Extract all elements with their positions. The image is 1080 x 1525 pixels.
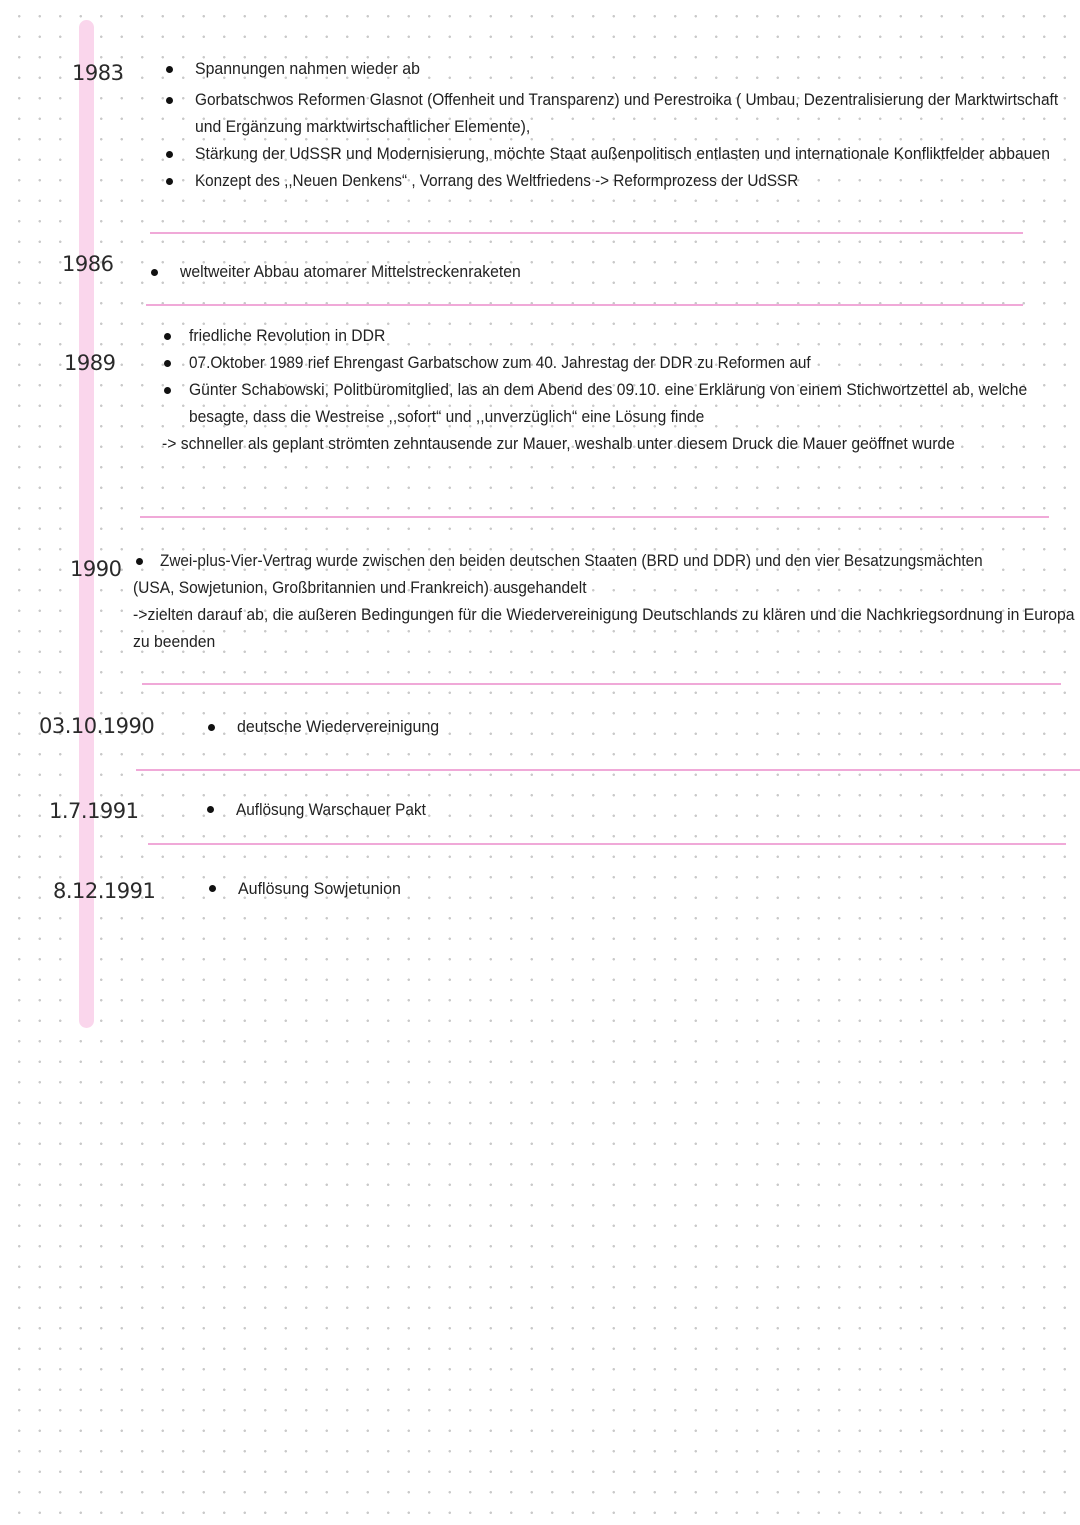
bullet bbox=[166, 97, 173, 104]
entry-text: und Ergänzung marktwirtschaftlicher Elemente), bbox=[195, 118, 531, 136]
year-1989: 1989 bbox=[64, 351, 116, 375]
divider-line bbox=[136, 769, 1080, 771]
entry-text: weltweiter Abbau atomarer Mittelstreckenraketen bbox=[180, 263, 521, 281]
entry-text: friedliche Revolution in DDR bbox=[189, 327, 386, 345]
entry-text: (USA, Sowjetunion, Großbritannien und Frankreich) ausgehandelt bbox=[133, 579, 587, 597]
bullet bbox=[166, 178, 173, 185]
bullet bbox=[151, 269, 158, 276]
year-1983: 1983 bbox=[72, 61, 124, 85]
divider-line bbox=[146, 304, 1023, 306]
entry-text: Gorbatschwos Reformen Glasnot (Offenheit und Transparenz) und Perestroika ( Umbau, Dezentralisierung der Marktwirtschaft bbox=[195, 91, 1059, 109]
entry-text: Spannungen nahmen wieder ab bbox=[195, 60, 420, 78]
bullet bbox=[164, 360, 171, 367]
bullet bbox=[136, 558, 143, 565]
bullet bbox=[164, 333, 171, 340]
bullet bbox=[209, 885, 216, 892]
divider-line bbox=[148, 843, 1066, 845]
entry-text: Stärkung der UdSSR und Modernisierung, möchte Staat außenpolitisch entlasten und internationale Konfliktfelder abbauen bbox=[195, 145, 1050, 163]
year-03-10-1990: 03.10.1990 bbox=[39, 714, 155, 738]
entry-text: ->zielten darauf ab, die außeren Bedingungen für die Wiedervereinigung Deutschlands zu klären und die Nachkriegsordnung in Europa bbox=[133, 606, 1075, 624]
entry-text: Konzept des ,,Neuen Denkens“ , Vorrang des Weltfriedens -> Reformprozess der UdSSR bbox=[195, 172, 799, 190]
bullet bbox=[164, 387, 171, 394]
entry-text: 07.Oktober 1989 rief Ehrengast Garbatschow zum 40. Jahrestag der DDR zu Reformen auf bbox=[189, 354, 811, 372]
year-1990: 1990 bbox=[70, 557, 122, 581]
entry-text: deutsche Wiedervereinigung bbox=[237, 718, 440, 736]
entry-text: Günter Schabowski, Politbüromitglied, las an dem Abend des 09.10. eine Erklärung von einem Stichwortzettel ab, welche bbox=[189, 381, 1028, 399]
divider-line bbox=[140, 516, 1049, 518]
entry-text: besagte, dass die Westreise ,,sofort“ und ,,unverzüglich“ eine Lösung finde bbox=[189, 408, 705, 426]
bullet bbox=[208, 724, 215, 731]
bullet bbox=[166, 66, 173, 73]
entry-text: zu beenden bbox=[133, 633, 216, 651]
divider-line bbox=[142, 683, 1061, 685]
year-8-12-1991: 8.12.1991 bbox=[53, 879, 156, 903]
divider-line bbox=[150, 232, 1023, 234]
entry-text: -> schneller als geplant strömten zehntausende zur Mauer, weshalb unter diesem Druck die Mauer geöffnet wurde bbox=[162, 435, 955, 453]
entry-text: Auflösung Sowjetunion bbox=[238, 880, 401, 898]
bullet bbox=[166, 151, 173, 158]
entry-text: Zwei-plus-Vier-Vertrag wurde zwischen den beiden deutschen Staaten (BRD und DDR) und den vier Besatzungsmächten bbox=[160, 552, 983, 570]
year-1986: 1986 bbox=[62, 252, 114, 276]
entry-text: Auflösung Warschauer Pakt bbox=[236, 801, 426, 819]
year-1-7-1991: 1.7.1991 bbox=[49, 799, 139, 823]
bullet bbox=[207, 806, 214, 813]
timeline-bar bbox=[79, 20, 94, 1028]
